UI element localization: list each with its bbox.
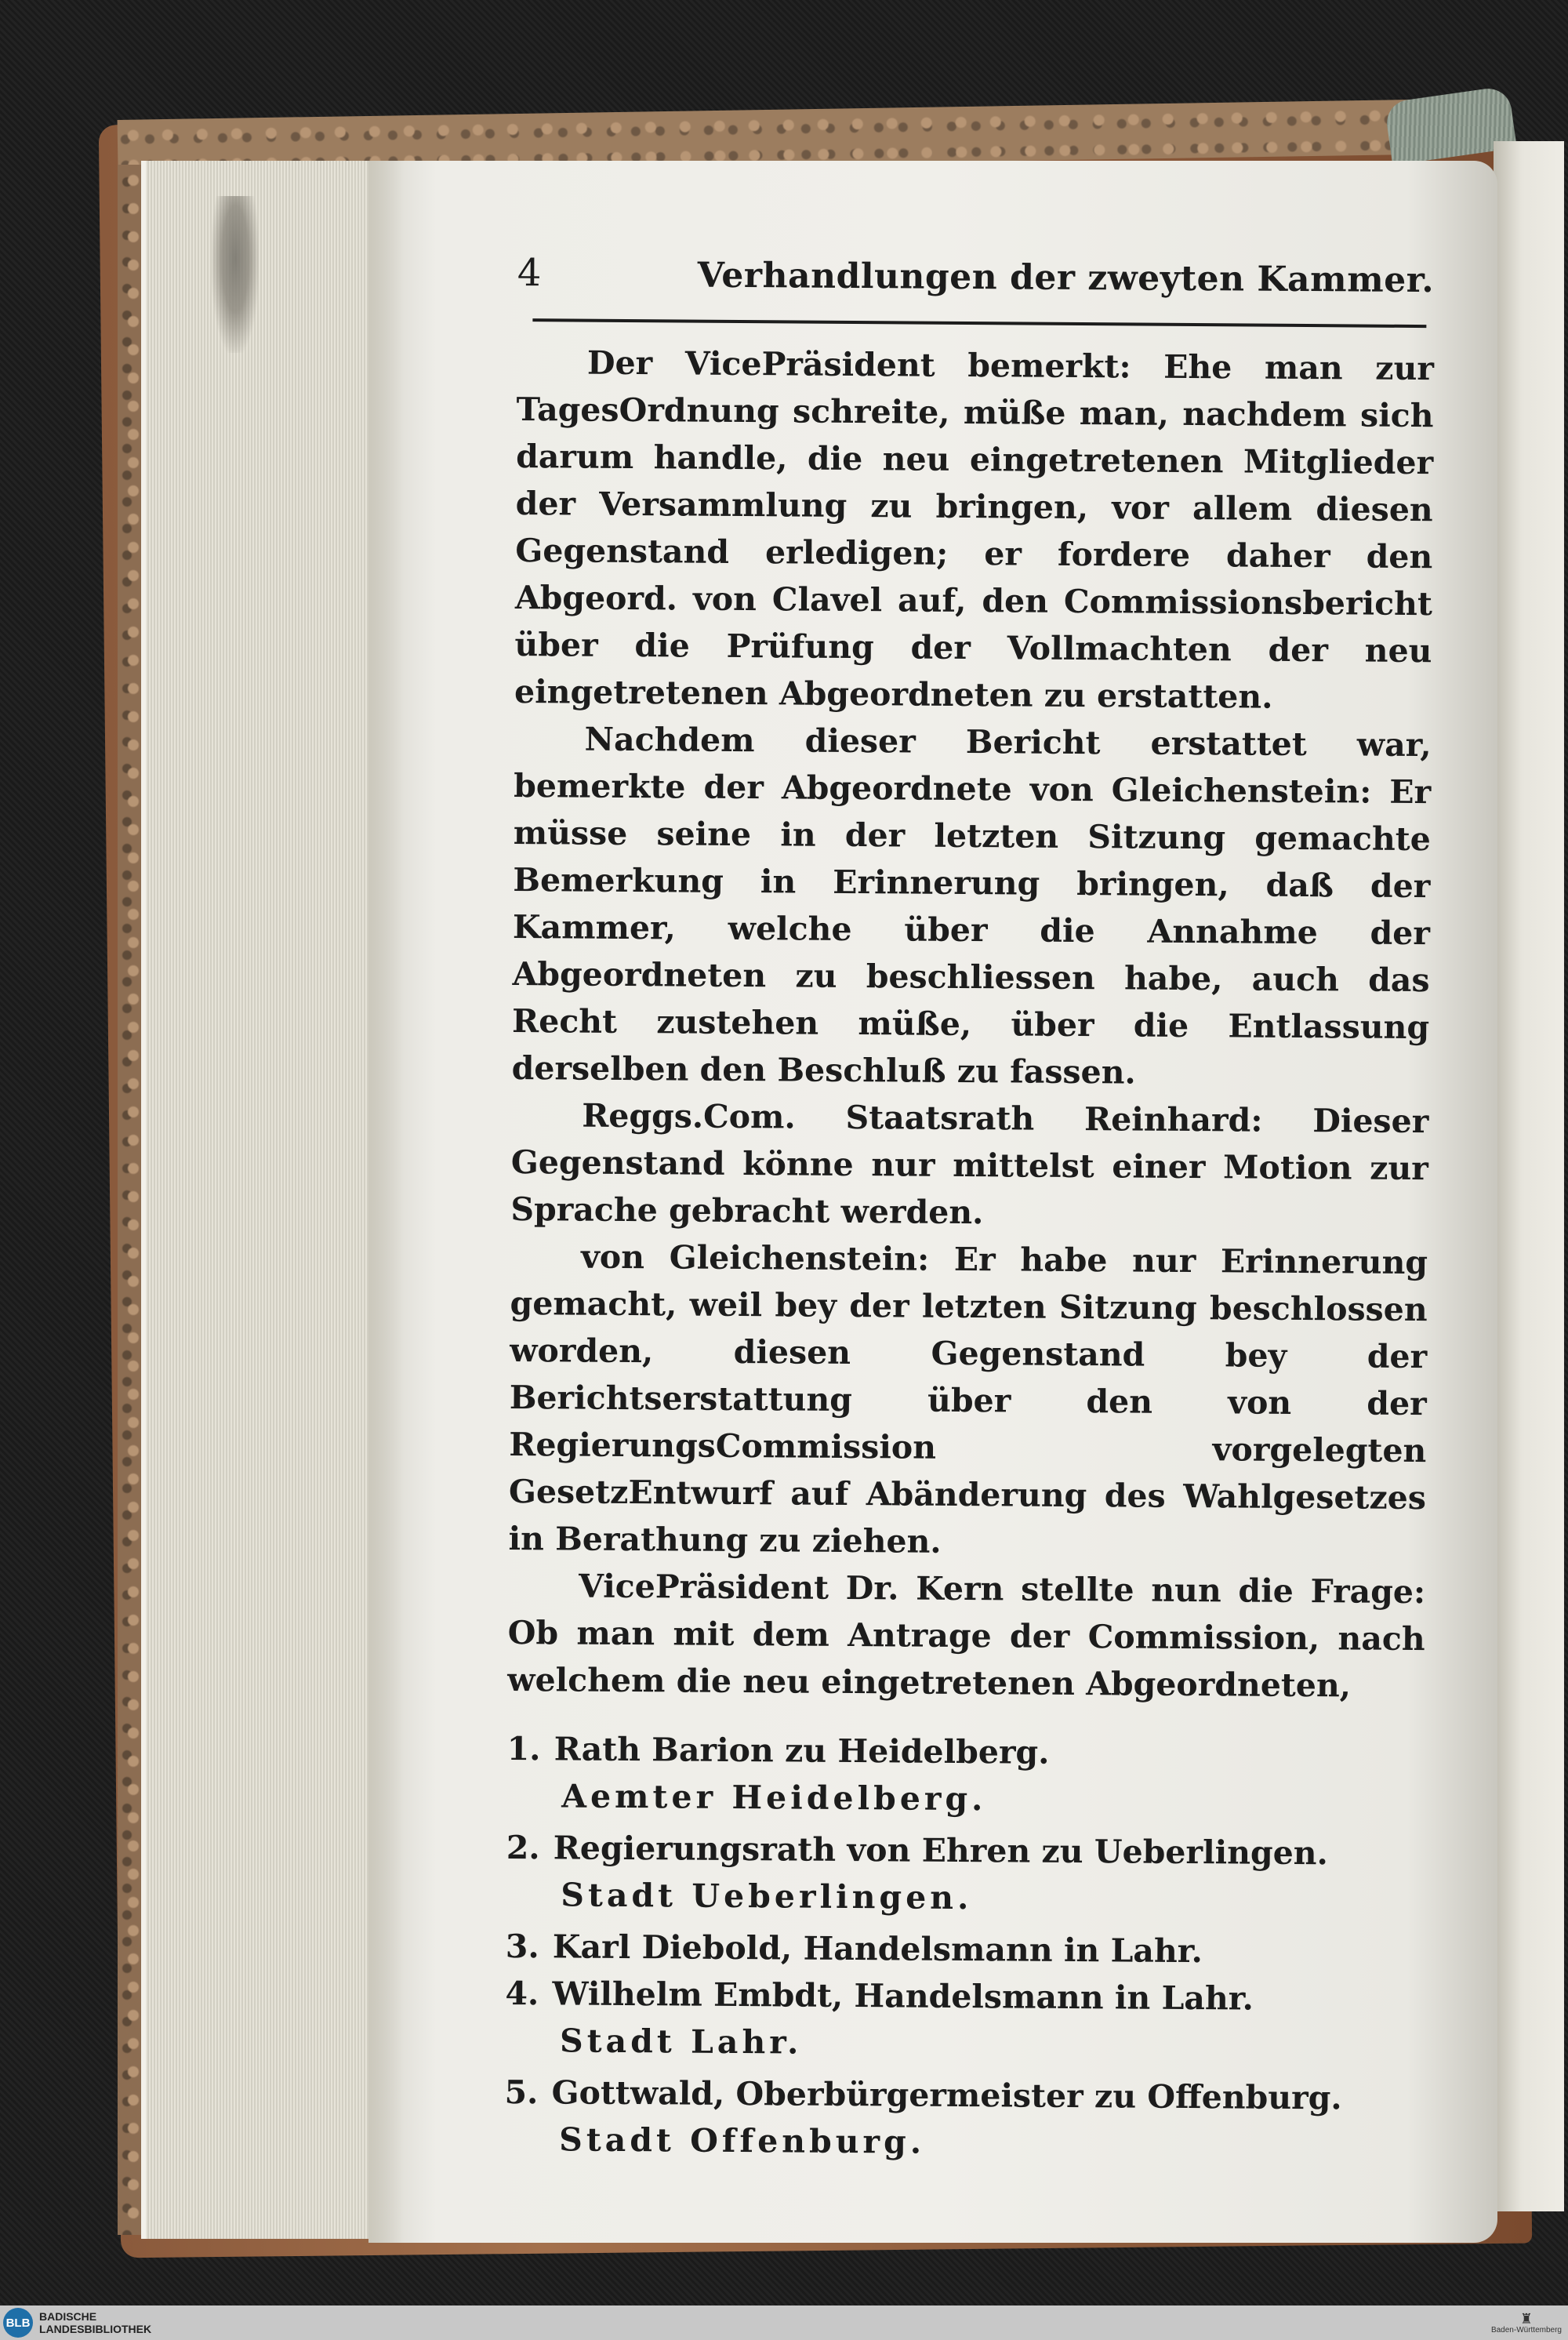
list-subline: Stadt Offenburg. bbox=[559, 2120, 926, 2161]
library-name bbox=[39, 2310, 151, 2335]
list-text: Rath Barion zu Heidelberg. bbox=[554, 1730, 1050, 1771]
state-mark bbox=[1491, 2312, 1562, 2335]
page-number: 4 bbox=[517, 251, 542, 296]
list-item bbox=[506, 1725, 1424, 1779]
list-item bbox=[504, 2069, 1421, 2122]
paragraph-5: VicePräsident Dr. Kern stellte nun die Frage: Ob man mit dem Antrage der Commission, nach welchem die neu eingetretenen Abgeordneten, bbox=[507, 1567, 1426, 1705]
list-text: Wilhelm Embdt, Handelsmann in Lahr. bbox=[552, 1975, 1254, 2018]
page-content bbox=[504, 251, 1435, 2174]
list-item bbox=[506, 1824, 1424, 1877]
list-number: 4. bbox=[505, 1974, 539, 2013]
crest-icon: ♜ bbox=[1519, 2310, 1534, 2327]
list-number: 2. bbox=[506, 1828, 540, 1867]
library-logo[interactable]: BLB bbox=[3, 2308, 33, 2338]
paragraph-2: Nachdem dieser Bericht erstattet war, bemerkte der Abgeordnete von Gleichenstein: Er müsse seine in der letzten Sitzung gemachte Bemerkung in Erinnerung bringen, daß der Kammer, welche über die Annahme der Abgeordneten zu beschliessen habe, auch das Recht zustehen müße, über die Entlassung derselben den Beschluß zu fassen. bbox=[511, 720, 1432, 1092]
viewer-footer bbox=[0, 2305, 1568, 2340]
list-subline: Stadt Ueberlingen. bbox=[561, 1876, 973, 1917]
deputy-list bbox=[504, 1725, 1425, 2169]
list-text: Gottwald, Oberbürgermeister zu Offenburg. bbox=[551, 2073, 1342, 2117]
list-item bbox=[505, 1970, 1422, 2023]
list-text: Regierungsrath von Ehren zu Ueberlingen. bbox=[553, 1829, 1329, 1873]
library-name-line2: LANDESBIBLIOTHEK bbox=[39, 2323, 152, 2335]
page-header bbox=[517, 251, 1435, 312]
paragraph-1: Der VicePräsident bemerkt: Ehe man zur TagesOrdnung schreite, müße man, nachdem sich darum handle, die neu eingetretenen Mitglieder der Versammlung zu bringen, vor allem diesen Gegenstand erledigen; er fordere daher den Abgeord. von Clavel auf, den Commissionsbericht über die Prüfung der Vollmachten der neu eingetretenen Abgeordneten zu erstatten. bbox=[514, 343, 1435, 716]
facing-page-edge bbox=[1494, 141, 1564, 2211]
running-title: Verhandlungen der zweyten Kammer. bbox=[697, 255, 1435, 301]
paragraph-4: von Gleichenstein: Er habe nur Erinnerung gemacht, weil bey der letzten Sitzung beschlossen worden, diesen Gegenstand bey der Berichtserstattung über den von der RegierungsCommission vorgelegten GesetzEntwurf auf Abänderung des Wahlgesetzes in Berathung zu ziehen. bbox=[508, 1237, 1428, 1561]
list-number: 3. bbox=[505, 1927, 539, 1966]
edge-stain bbox=[212, 196, 259, 353]
gutter-shadow bbox=[368, 161, 404, 2243]
paragraph-3: Reggs.Com. Staatsrath Reinhard: Dieser Gegenstand könne nur mittelst einer Motion zur Sprache gebracht werden. bbox=[510, 1096, 1429, 1232]
list-number: 5. bbox=[504, 2073, 539, 2112]
list-text: Karl Diebold, Handelsmann in Lahr. bbox=[552, 1928, 1203, 1971]
state-name: Baden-Württemberg bbox=[1490, 2325, 1562, 2335]
library-name-line1: BADISCHE bbox=[39, 2310, 97, 2323]
list-number: 1. bbox=[506, 1729, 541, 1768]
list-subline: Aemter Heidelberg. bbox=[561, 1777, 987, 1819]
page-stack-edges bbox=[141, 161, 397, 2239]
list-subline: Stadt Lahr. bbox=[559, 2022, 803, 2062]
header-rule bbox=[532, 318, 1426, 328]
list-item bbox=[506, 1923, 1423, 1976]
